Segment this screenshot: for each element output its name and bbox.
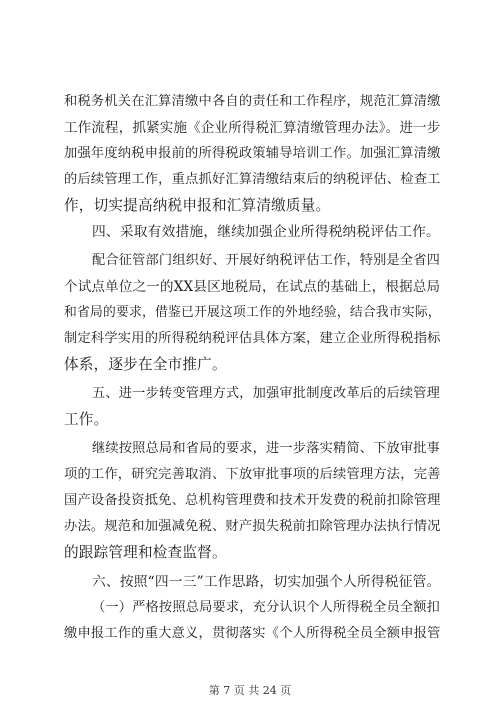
- text-line: 制定科学实用的所得税纳税评估具体方案，建立企业所得税指标: [64, 331, 441, 346]
- text-line: 工作。: [64, 411, 109, 428]
- section-heading-6: 六、按照“四一三”工作思路，切实加强个人所得税征管。: [92, 574, 441, 590]
- text-line: 体系，逐步在全市推广。: [64, 356, 227, 373]
- text-line: 的跟踪管理和检查监督。: [64, 544, 227, 561]
- text-line: （一）严格按照总局要求，充分认识个人所得税全员全额扣: [92, 600, 441, 615]
- text-line: 的后续管理工作，重点抓好汇算清缴结束后的纳税评估、检查工: [64, 172, 441, 187]
- section-heading-4: 四、采取有效措施，继续加强企业所得税纳税评估工作。: [92, 224, 440, 240]
- text-line: 配合征管部门组织好、开展好纳税评估工作，特别是全省四: [92, 253, 441, 268]
- text-line: 加强年度纳税申报前的所得税政策辅导培训工作。加强汇算清缴: [64, 146, 441, 161]
- text-line: 国产设备投资抵免、总机构管理费和技术开发费的税前扣除管理: [64, 493, 441, 508]
- text-line: 工作流程，抓紧实施《企业所得税汇算清缴管理办法》。进一步: [64, 120, 441, 136]
- section-heading-5: 五、进一步转变管理方式，加强审批制度改革后的后续管理: [92, 386, 441, 401]
- text-line: 和省局的要求，借鉴已开展这项工作的外地经验，结合我市实际，: [64, 305, 441, 320]
- text-line: 和税务机关在汇算清缴中各自的责任和工作程序，规范汇算清缴: [64, 94, 441, 109]
- text-line: 继续按照总局和省局的要求，进一步落实精简、下放审批事: [92, 441, 441, 456]
- text-line: 办法。规范和加强减免税、财产损失税前扣除管理办法执行情况: [64, 519, 441, 534]
- page-footer: 第 7 页 共 24 页: [208, 684, 292, 697]
- text-line: 作，切实提高纳税申报和汇算清缴质量。: [64, 197, 331, 214]
- text-line: 个试点单位之一的XX县区地税局，在试点的基础上，根据总局: [64, 279, 441, 295]
- text-line: 项的工作，研究完善取消、下放审批事项的后续管理方法，完善: [64, 467, 441, 482]
- text-line: 缴申报工作的重大意义，贯彻落实《个人所得税全员全额申报管: [64, 626, 441, 641]
